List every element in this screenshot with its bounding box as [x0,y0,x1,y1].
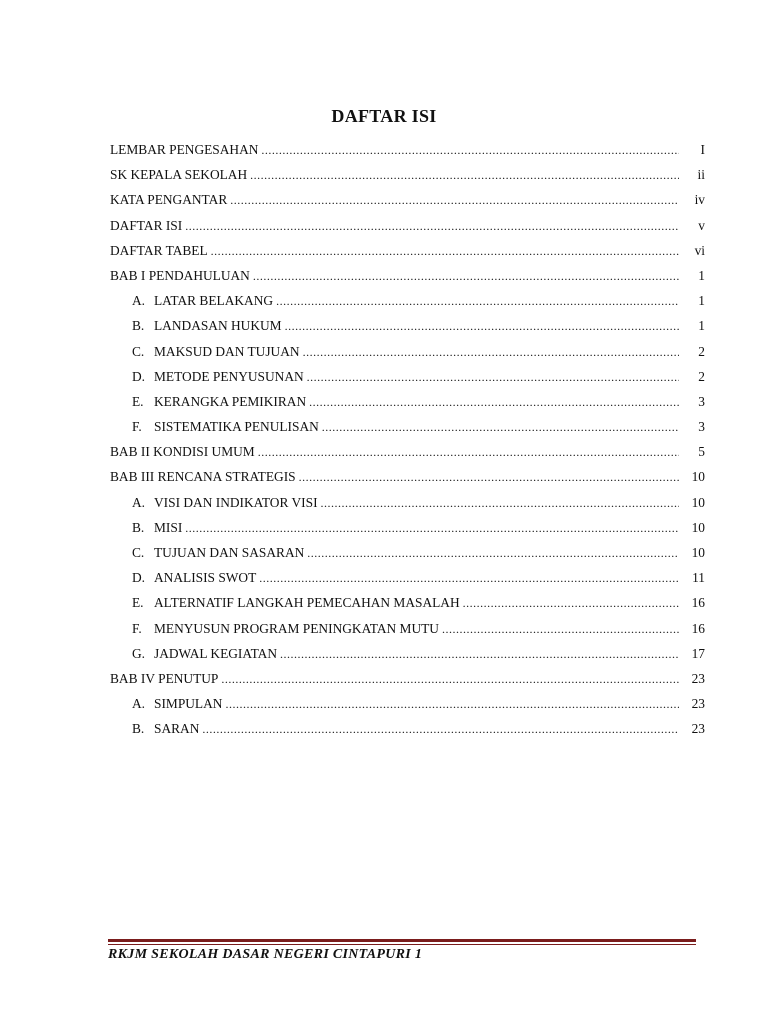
toc-dot-leader [211,244,679,259]
toc-dot-leader [225,697,679,712]
toc-entry [110,142,705,167]
footer-text: RKJM SEKOLAH DASAR NEGERI CINTAPURI 1 [108,947,423,962]
toc-entry-page-number: 2 [698,368,705,384]
toc-entry-label: MAKSUD DAN TUJUAN [154,343,300,359]
toc-dot-leader [221,672,679,687]
toc-entry-label: BAB II KONDISI UMUM [110,444,255,460]
page-title: DAFTAR ISI [331,106,437,126]
footer-rule-thick [108,939,696,942]
toc-entry [110,419,705,444]
toc-dot-leader [309,395,679,410]
toc-entry-letter: A. [132,696,146,712]
toc-dot-leader [185,521,679,536]
toc-dot-leader [253,269,679,284]
toc-dot-leader [250,168,679,183]
toc-dot-leader [321,496,679,511]
toc-entry-label: SARAN [154,721,200,737]
toc-entry [110,243,705,268]
toc-entry [110,696,705,721]
toc-entry [110,595,705,620]
toc-entry-label: BAB I PENDAHULUAN [110,267,250,283]
toc-dot-leader [261,143,679,158]
toc-entry-page-number: 16 [691,595,705,611]
toc-entry [110,520,705,545]
toc-entry [110,570,705,595]
toc-entry-page-number: 3 [698,419,705,435]
toc-entry-label: LEMBAR PENGESAHAN [110,142,259,157]
toc-entry-label: KATA PENGANTAR [110,192,228,208]
toc-entry-label: ALTERNATIF LANGKAH PEMECAHAN MASALAH [154,595,460,611]
toc-entry-label: VISI DAN INDIKATOR VISI [154,494,318,510]
toc-entry-label: SISTEMATIKA PENULISAN [154,419,319,435]
toc-dot-leader [307,370,679,385]
toc-entry-label: SK KEPALA SEKOLAH [110,167,248,183]
toc-entry-page-number: I [700,142,705,157]
toc-entry [110,394,705,419]
toc-entry-page-number: 1 [698,293,705,309]
toc-dot-leader [258,445,679,460]
toc-entry-label: KERANGKA PEMIKIRAN [154,393,307,409]
toc-entry-letter: B. [132,318,145,334]
toc-entry-letter: E. [132,595,144,611]
toc-entry [110,469,705,494]
toc-entry-page-number: 16 [691,620,705,636]
toc-dot-leader [303,345,679,360]
toc-entry-page-number: 10 [691,469,705,485]
toc-entry [110,268,705,293]
toc-entry-page-number: 11 [692,570,705,586]
toc-entry-page-number: 3 [698,393,705,409]
toc-dot-leader [307,546,679,561]
toc-entry-letter: A. [132,494,146,510]
toc-entry [110,369,705,394]
toc-entry-page-number: ii [697,167,705,183]
toc-entry-label: DAFTAR TABEL [110,242,208,258]
toc-entry-page-number: 17 [691,645,705,661]
toc-entry [110,167,705,192]
toc-entry [110,721,705,746]
toc-entry-letter: D. [132,368,146,384]
toc-entry-page-number: 23 [691,696,705,712]
toc-entry-letter: B. [132,721,145,737]
toc-entry-label: MENYUSUN PROGRAM PENINGKATAN MUTU [154,620,439,636]
toc-entry [110,671,705,696]
toc-entry-page-number: 1 [698,267,705,283]
toc-entry-label: LATAR BELAKANG [154,293,274,309]
toc-dot-leader [285,319,679,334]
toc-entry-page-number: 10 [691,545,705,560]
toc-entry-letter: F. [132,620,142,636]
toc-entry-page-number: vi [694,242,705,258]
toc-dot-leader [299,470,679,485]
toc-dot-leader [202,722,679,737]
toc-entry [110,344,705,369]
toc-entry-page-number: 10 [691,519,705,535]
toc-entry-label: DAFTAR ISI [110,217,183,233]
toc-dot-leader [442,622,679,637]
toc-dot-leader [259,571,679,586]
toc-entry [110,318,705,343]
toc-entry-label: LANDASAN HUKUM [154,318,282,334]
toc-entry [110,495,705,520]
toc-entry-page-number: 10 [691,494,705,510]
toc-entry-page-number: v [698,217,705,233]
toc-entry-label: SIMPULAN [154,696,223,712]
toc-entry-page-number: 1 [698,318,705,334]
toc-entry [110,444,705,469]
toc-entry-label: JADWAL KEGIATAN [154,645,278,661]
toc-entry [110,545,705,570]
toc-entry-letter: C. [132,545,145,560]
toc-entry-label: TUJUAN DAN SASARAN [154,545,305,560]
toc-dot-leader [463,596,679,611]
toc-dot-leader [276,294,679,309]
toc-entry-label: MISI [154,519,183,535]
toc-entry-letter: D. [132,570,146,586]
toc-entry [110,293,705,318]
toc-entry-page-number: 2 [698,343,705,359]
footer-rule-thin [108,944,696,945]
toc-dot-leader [230,193,679,208]
toc-entry-label: BAB IV PENUTUP [110,670,219,686]
toc-dot-leader [185,219,679,234]
toc-entry-letter: G. [132,645,146,661]
table-of-contents [110,142,705,747]
toc-entry [110,192,705,217]
toc-entry-page-number: iv [694,192,705,208]
toc-entry-label: BAB III RENCANA STRATEGIS [110,469,296,485]
toc-entry-page-number: 5 [698,444,705,460]
toc-entry [110,218,705,243]
toc-entry-letter: B. [132,519,145,535]
toc-entry-letter: F. [132,419,142,435]
toc-entry [110,646,705,671]
toc-entry-page-number: 23 [691,670,705,686]
toc-entry-page-number: 23 [691,721,705,737]
toc-entry-letter: A. [132,293,146,309]
toc-entry-letter: C. [132,343,145,359]
toc-dot-leader [280,647,679,662]
toc-entry-label: METODE PENYUSUNAN [154,368,304,384]
toc-dot-leader [322,420,679,435]
toc-entry [110,621,705,646]
toc-entry-letter: E. [132,393,144,409]
toc-entry-label: ANALISIS SWOT [154,570,257,586]
